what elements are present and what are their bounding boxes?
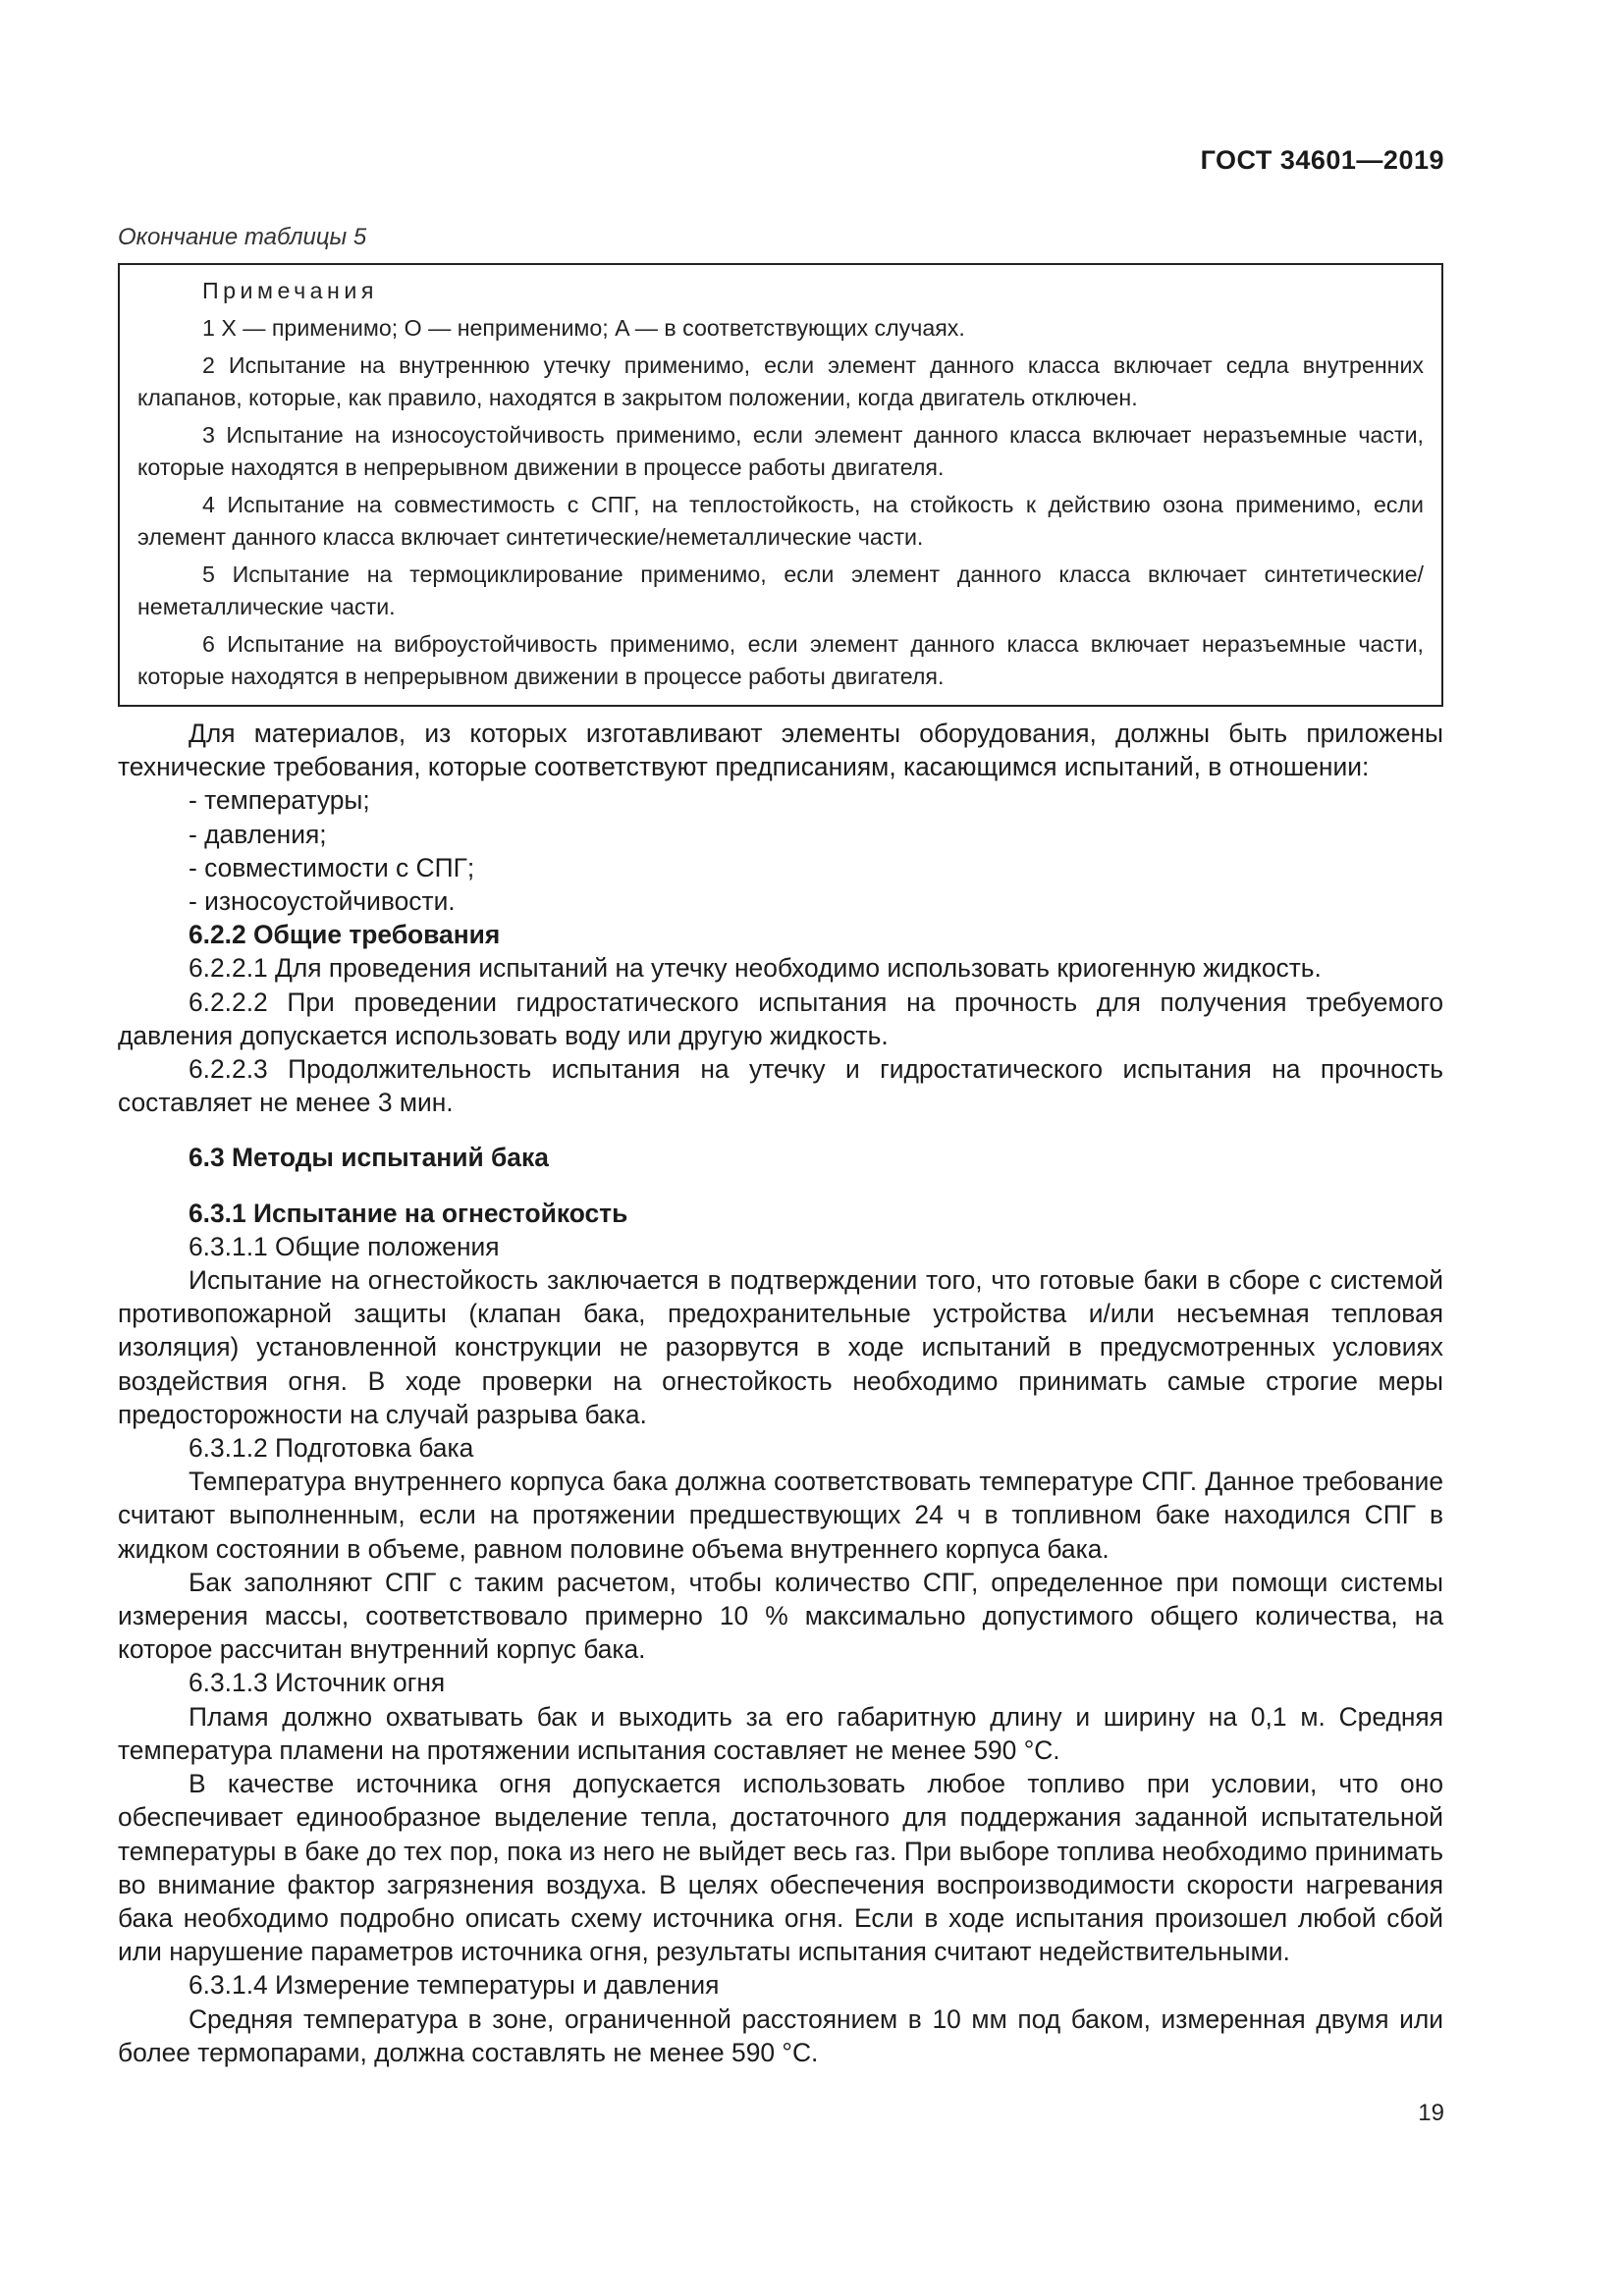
subheading-6-3-1-2: 6.3.1.2 Подготовка бака <box>189 1433 474 1464</box>
notes-box <box>118 263 1443 707</box>
note-item: 5 Испытание на термоциклирование применимо, если элемент данного класса включает синтетические/неметаллические части. <box>137 561 1424 619</box>
section-heading-6-3-1: 6.3.1 Испытание на огнестойкость <box>189 1198 628 1228</box>
subheading-6-3-1-4: 6.3.1.4 Измерение температуры и давления <box>189 1970 720 2001</box>
list-item: - температуры; <box>189 785 370 816</box>
note-item: 6 Испытание на виброустойчивость применимо, если элемент данного класса включает неразъемные части, которые находятся в непрерывном движении в процессе работы двигателя. <box>137 631 1424 689</box>
note-item: 1 X — применимо; O — неприменимо; A — в соответствующих случаях. <box>202 315 965 341</box>
paragraph-6-3-1-3-a: Пламя должно охватывать бак и выходить за его габаритную длину и ширину на 0,1 м. Средняя температура пламени на протяжении испытания составляет не менее 590 °С. <box>118 1701 1443 1765</box>
paragraph-6-3-1-3-b: В качестве источника огня допускается использовать любое топливо при условии, что оно обеспечивает единообразное выделение тепла, достаточного для поддержания заданной испытательной температуры в баке до тех пор, пока из него не выйдет весь газ. При выборе топлива необходимо принимать во внимание фактор загрязнения воздуха. В целях обеспечения воспроизводимости скорости нагревания бака необходимо подробно описать схему источника огня. Если в ходе испытания произошел любой сбой или нарушение параметров источника огня, результаты испытания считают недействительными. <box>118 1769 1443 1967</box>
note-item: 4 Испытание на совместимость с СПГ, на теплостойкость, на стойкость к действию озона применимо, если элемент данного класса включает синтетические/неметаллические части. <box>137 492 1424 550</box>
list-item: - износоустойчивости. <box>189 886 456 917</box>
section-heading-6-3: 6.3 Методы испытаний бака <box>189 1143 549 1173</box>
list-item: - совместимости с СПГ; <box>189 852 475 882</box>
section-heading-6-2-2: 6.2.2 Общие требования <box>189 920 501 950</box>
intro-paragraph: Для материалов, из которых изготавливают элементы оборудования, должны быть приложены технические требования, которые соответствуют предписаниям, касающимся испытаний, в отношении: <box>118 719 1443 782</box>
paragraph-6-3-1-4: Средняя температура в зоне, ограниченной расстоянием в 10 мм под баком, измеренная двумя или более термопарами, должна составлять не менее 590 °С. <box>118 2003 1443 2067</box>
table-continuation-caption: Окончание таблицы 5 <box>118 224 367 250</box>
list-item: - давления; <box>189 819 327 849</box>
note-item: 3 Испытание на износоустойчивость применимо, если элемент данного класса включает неразъемные части, которые находятся в непрерывном движении в процессе работы двигателя. <box>137 422 1424 480</box>
page-number: 19 <box>1418 2100 1444 2126</box>
requirements-list <box>118 783 1443 918</box>
subheading-6-3-1-3: 6.3.1.3 Источник огня <box>189 1668 446 1698</box>
paragraph-6-2-2-2: 6.2.2.2 При проведении гидростатического испытания на прочность для получения требуемого давления допускается использовать воду или другую жидкость. <box>118 987 1443 1050</box>
subheading-6-3-1-1: 6.3.1.1 Общие положения <box>189 1231 500 1261</box>
paragraph-6-3-1-1: Испытание на огнестойкость заключается в подтверждении того, что готовые баки в сборе с системой противопожарной защиты (клапан бака, предохранительные устройства и/или несъемная тепловая изоляция) установленной конструкции не разорвутся в ходе испытаний в предусмотренных условиях воздействия огня. В ходе проверки на огнестойкость необходимо принимать самые строгие меры предосторожности на случай разрыва бака. <box>118 1265 1443 1429</box>
notes-title: Примечания <box>202 278 378 303</box>
note-item: 2 Испытание на внутреннюю утечку применимо, если элемент данного класса включает седла внутренних клапанов, которые, как правило, находятся в закрытом положении, когда двигатель отключен. <box>137 352 1424 410</box>
body-text <box>118 717 1443 2069</box>
paragraph-6-3-1-2-b: Бак заполняют СПГ с таким расчетом, чтобы количество СПГ, определенное при помощи системы измерения массы, соответствовало примерно 10 % максимально допустимого общего количества, на которое рассчитан внутренний корпус бака. <box>118 1567 1443 1665</box>
paragraph-6-2-2-3: 6.2.2.3 Продолжительность испытания на утечку и гидростатического испытания на прочность составляет не менее 3 мин. <box>118 1054 1443 1118</box>
paragraph-6-3-1-2-a: Температура внутреннего корпуса бака должна соответствовать температуре СПГ. Данное требование считают выполненным, если на протяжении предшествующих 24 ч в топливном баке находился СПГ в жидком состоянии в объеме, равном половине объема внутреннего корпуса бака. <box>118 1467 1443 1564</box>
document-code: ГОСТ 34601—2019 <box>1200 145 1444 175</box>
paragraph-6-2-2-1: 6.2.2.1 Для проведения испытаний на утечку необходимо использовать криогенную жидкость. <box>189 953 1322 984</box>
